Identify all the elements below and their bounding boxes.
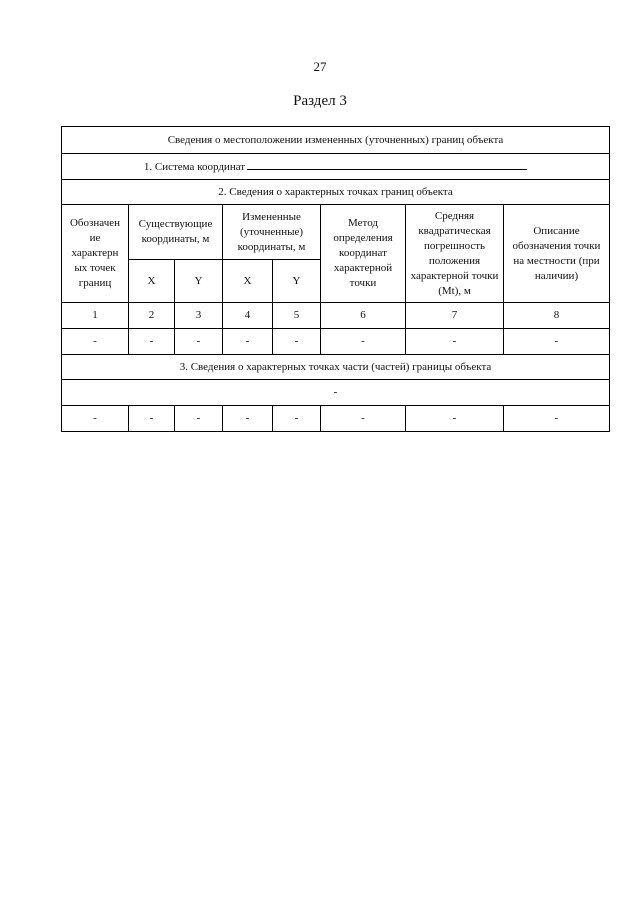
- table-cell: -: [175, 406, 223, 432]
- column-number: 8: [504, 303, 610, 329]
- header-designation: Обозначен ие характерн ых точек границ: [62, 205, 129, 303]
- column-number: 1: [62, 303, 129, 329]
- table-cell: -: [504, 406, 610, 432]
- column-numbers-row: [62, 303, 610, 329]
- column-number: 4: [223, 303, 273, 329]
- table-cell: -: [321, 329, 406, 355]
- part-boundary-points-heading: 3. Сведения о характерных точках части (частей) границы объекта: [62, 355, 610, 380]
- column-number: 7: [406, 303, 504, 329]
- table-cell: -: [175, 329, 223, 355]
- table-cell: -: [129, 406, 175, 432]
- header-existing-coordinates: Существующие координаты, м: [129, 205, 223, 260]
- boundary-info-table: [61, 126, 610, 432]
- header-mean-error: Средняя квадратическая погрешность положения характерной точки (Mt), м: [406, 205, 504, 303]
- table-cell: -: [504, 329, 610, 355]
- table-cell: -: [223, 406, 273, 432]
- coordinate-system-label: 1. Система координат: [143, 160, 246, 173]
- table-title: Сведения о местоположении измененных (уточненных) границ объекта: [62, 127, 610, 154]
- header-existing-x: X: [129, 260, 175, 303]
- table-cell: -: [62, 406, 129, 432]
- header-changed-y: Y: [273, 260, 321, 303]
- table-row: [62, 406, 610, 432]
- coordinate-system-line: [247, 159, 527, 170]
- table-row: [62, 329, 610, 355]
- header-method: Метод определения координат характерной точки: [321, 205, 406, 303]
- merged-empty-row: -: [62, 380, 610, 406]
- section-title: Раздел 3: [293, 93, 347, 109]
- table-cell: -: [273, 406, 321, 432]
- header-existing-y: Y: [175, 260, 223, 303]
- table-cell: -: [321, 406, 406, 432]
- page-number: 27: [313, 59, 327, 74]
- table-cell: -: [129, 329, 175, 355]
- header-description: Описание обозначения точки на местности (при наличии): [504, 205, 610, 303]
- table-cell: -: [406, 406, 504, 432]
- column-number: 2: [129, 303, 175, 329]
- column-number: 3: [175, 303, 223, 329]
- column-number: 5: [273, 303, 321, 329]
- table-cell: -: [406, 329, 504, 355]
- table-cell: -: [273, 329, 321, 355]
- coordinate-system-row: [62, 154, 610, 180]
- boundary-points-heading: 2. Сведения о характерных точках границ объекта: [62, 180, 610, 205]
- header-changed-x: X: [223, 260, 273, 303]
- column-number: 6: [321, 303, 406, 329]
- table-cell: -: [223, 329, 273, 355]
- header-changed-coordinates: Измененные (уточненные) координаты, м: [223, 205, 321, 260]
- table-cell: -: [62, 329, 129, 355]
